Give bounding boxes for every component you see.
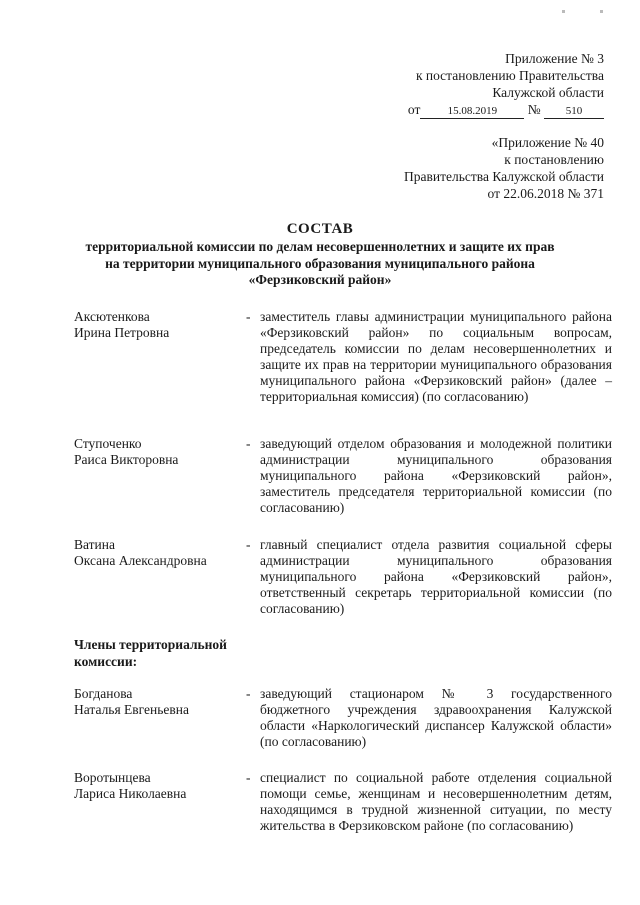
member-role: заместитель главы администрации муниципального района «Ферзиковский район» по социальным вопросам, председатель комиссии по делам несовершеннолетних и защите их прав на территории муниципального образования муниципального района «Ферзиковский район» (далее – территориальная комиссия) (по согласованию) xyxy=(260,309,612,404)
member-given-name: Наталья Евгеньевна xyxy=(74,702,189,717)
member-role: специалист по социальной работе отделения социальной помощи семье, женщинам и несовершеннолетним детям, находящимся в трудной жизненной ситуации, по месту жительства в Ферзиковском районе (по согласованию) xyxy=(260,770,612,833)
member-role: заведующий отделом образования и молодежной политики администрации муниципального образования муниципального района «Ферзиковский район», заместитель председателя территориальной комиссии (по согласованию) xyxy=(260,436,612,515)
appendix-line: Приложение № 3 xyxy=(505,51,604,66)
title-line: территориальной комиссии по делам несовершеннолетних и защите их прав xyxy=(85,239,555,254)
member-name xyxy=(74,309,244,341)
member-surname: Ватина xyxy=(74,537,115,552)
prior-appendix-header xyxy=(404,134,604,202)
prior-appendix-line: Правительства Калужской области xyxy=(403,169,604,184)
scan-speck xyxy=(600,10,603,13)
appendix-number: 510 xyxy=(544,105,604,119)
prior-appendix-line: к постановлению xyxy=(504,152,604,167)
member-given-name: Лариса Николаевна xyxy=(74,786,187,801)
scan-speck xyxy=(562,10,565,13)
member-dash: - xyxy=(246,537,251,552)
member-name xyxy=(74,436,244,468)
prior-appendix-line: «Приложение № 40 xyxy=(491,135,604,150)
appendix-header xyxy=(408,50,604,119)
member-name xyxy=(74,770,244,802)
title-line: на территории муниципального образования муниципального района xyxy=(105,255,535,271)
member-role: главный специалист отдела развития социальной сферы администрации муниципального образования муниципального района «Ферзиковский район», ответственный секретарь территориальной комиссии (по согласованию) xyxy=(260,537,612,616)
member-dash: - xyxy=(246,309,251,324)
member-name xyxy=(74,686,244,718)
member-given-name: Раиса Викторовна xyxy=(74,452,179,467)
member-dash: - xyxy=(246,686,251,701)
member-surname: Аксютенкова xyxy=(74,309,150,324)
appendix-date-line xyxy=(408,101,604,119)
prior-appendix-line: от 22.06.2018 № 371 xyxy=(487,186,604,201)
number-sign: № xyxy=(527,102,541,117)
title-main: СОСТАВ xyxy=(286,221,354,237)
member-given-name: Оксана Александровна xyxy=(74,553,207,568)
member-name xyxy=(74,537,244,569)
members-section-heading: Члены территориальной комиссии: xyxy=(74,637,227,669)
appendix-line: Калужской области xyxy=(492,85,604,100)
member-dash: - xyxy=(246,770,251,785)
member-surname: Ступоченко xyxy=(74,436,142,451)
member-given-name: Ирина Петровна xyxy=(74,325,170,340)
appendix-line: к постановлению Правительства xyxy=(415,68,604,83)
appendix-date: 15.08.2019 xyxy=(420,105,524,119)
document-title xyxy=(0,220,640,289)
from-prefix: от xyxy=(407,102,421,117)
member-role: заведующий стационаром № 3 государственного бюджетного учреждения здравоохранения Калужской области «Наркологический диспансер Калужской области» (по согласованию) xyxy=(260,686,612,749)
member-dash: - xyxy=(246,436,251,451)
member-surname: Богданова xyxy=(74,686,133,701)
member-surname: Воротынцева xyxy=(74,770,151,785)
title-line: «Ферзиковский район» xyxy=(248,272,392,287)
